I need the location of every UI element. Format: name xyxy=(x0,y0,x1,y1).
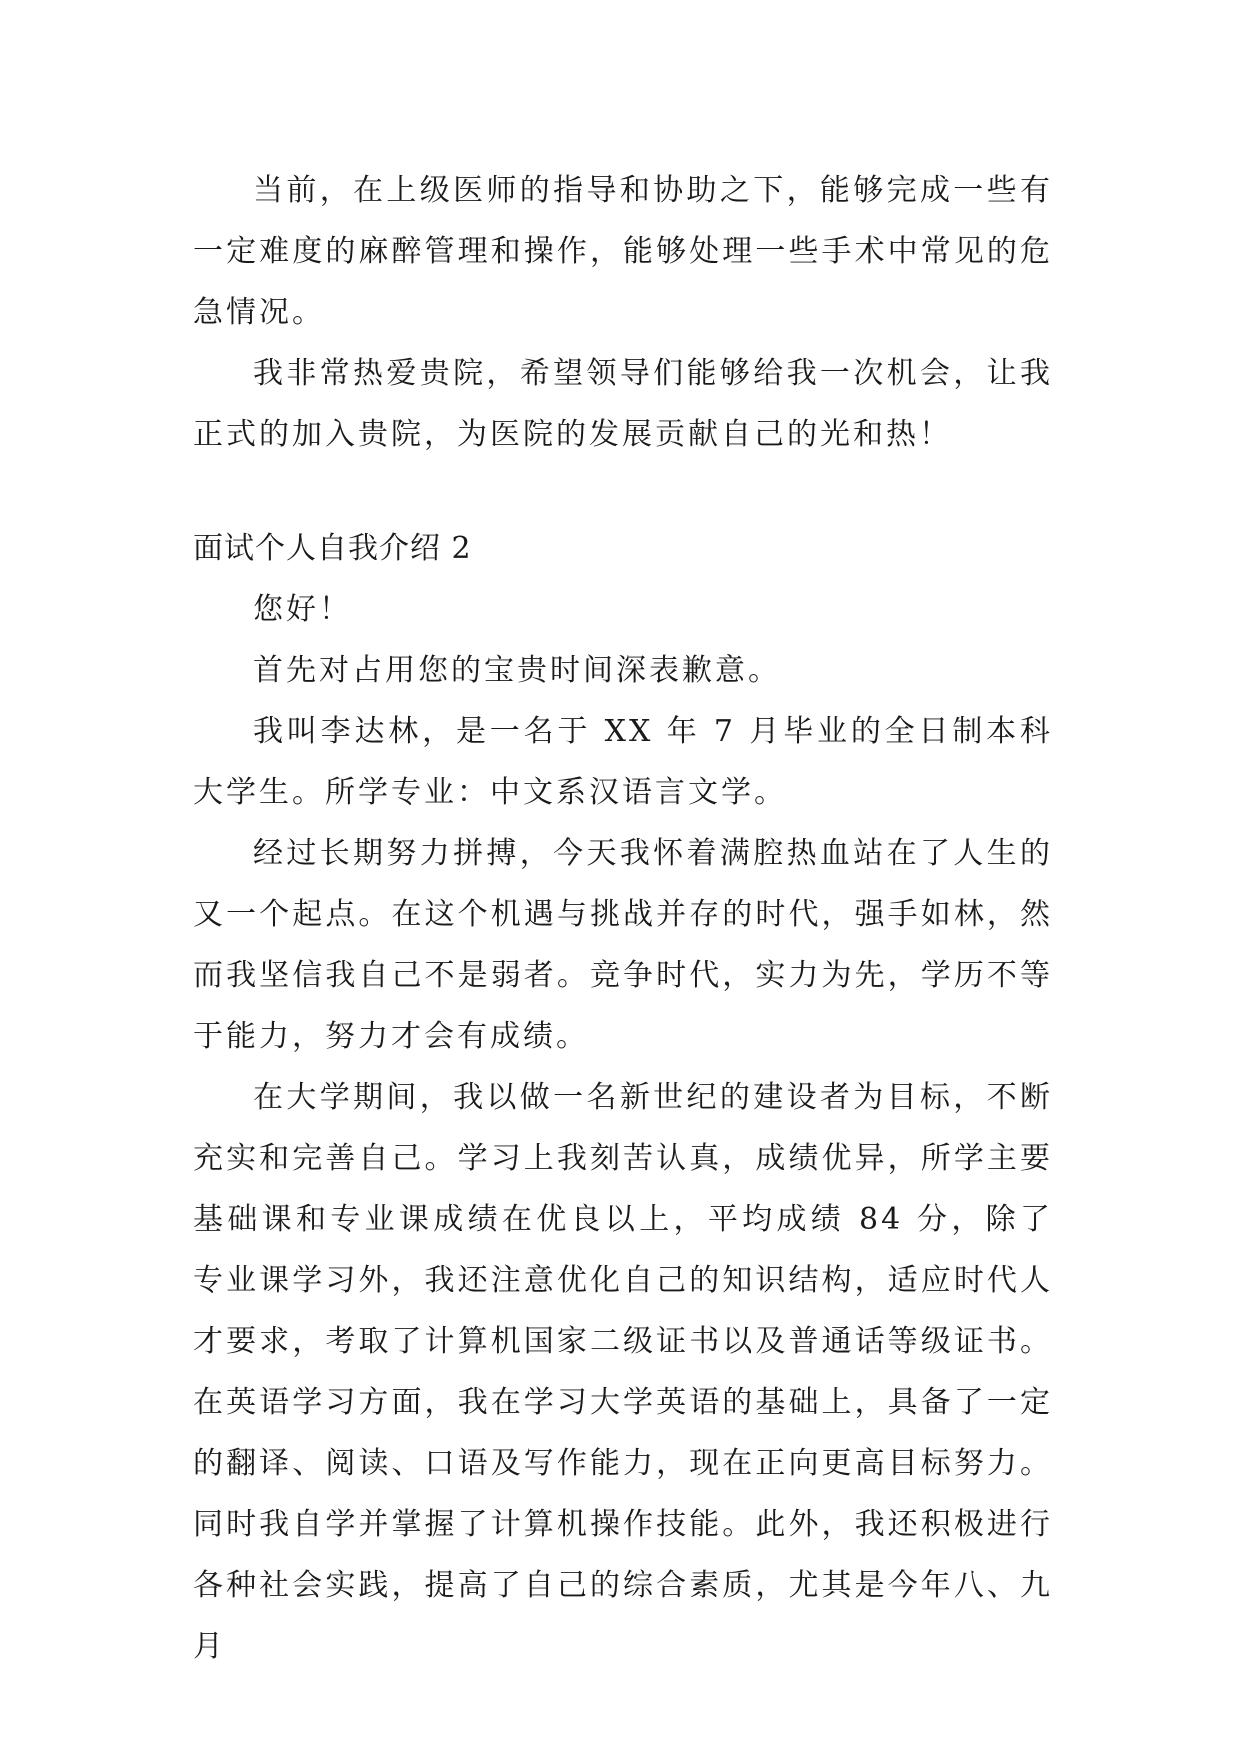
section-title: 面试个人自我介绍 2 xyxy=(193,531,472,566)
paragraph-current-ability: 当前，在上级医师的指导和协助之下，能够完成一些有一定难度的麻醉管理和操作，能够处理一些手术中常见的危急情况。 xyxy=(193,173,1053,330)
paragraph-apology: 首先对占用您的宝贵时间深表歉意。 xyxy=(253,653,781,688)
paragraph-effort: 经过长期努力拼搏，今天我怀着满腔热血站在了人生的又一个起点。在这个机遇与挑战并存的时代，强手如林，然而我坚信我自己不是弱者。竞争时代，实力为先，学历不等于能力，努力才会有成绩。 xyxy=(193,836,1053,1054)
paragraph-self-intro: 我叫李达林，是一名于 XX 年 7 月毕业的全日制本科大学生。所学专业：中文系汉语言文学。 xyxy=(193,714,1053,810)
paragraph-greeting: 您好！ xyxy=(253,592,352,627)
paragraph-love-hospital: 我非常热爱贵院，希望领导们能够给我一次机会，让我正式的加入贵院，为医院的发展贡献自己的光和热！ xyxy=(193,356,1053,452)
paragraph-university: 在大学期间，我以做一名新世纪的建设者为目标，不断充实和完善自己。学习上我刻苦认真，成绩优异，所学主要基础课和专业课成绩在优良以上，平均成绩 84 分，除了专业课学习外，我还注意优化自己的知识结构，适应时代人才要求，考取了计算机国家二级证书以及普通话等级证书。在英语学习方面，我在学习大学英语的基础上，具备了一定的翻译、阅读、口语及写作能力，现在正向更高目标努力。同时我自学并掌握了计算机操作技能。此外，我还积极进行各种社会实践，提高了自己的综合素质，尤其是今年八、九月 xyxy=(193,1080,1053,1664)
document-body xyxy=(193,160,1053,1677)
